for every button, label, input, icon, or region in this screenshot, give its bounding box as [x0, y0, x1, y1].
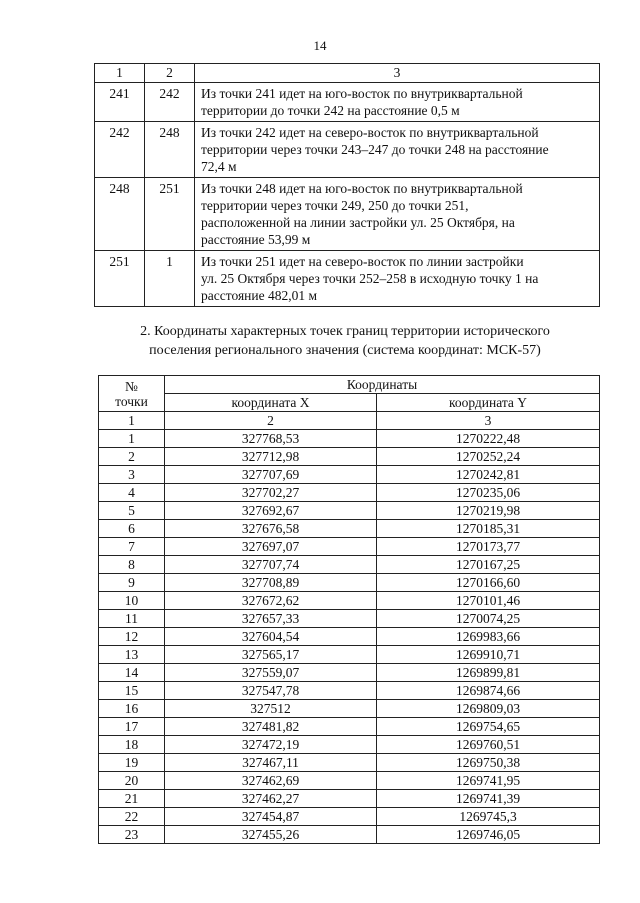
x-coordinate-cell: 327462,69	[165, 772, 377, 790]
description-cell	[195, 251, 600, 307]
point-number-cell: 7	[99, 538, 165, 556]
y-coordinate-cell: 1269741,39	[377, 790, 600, 808]
table-row	[95, 83, 600, 122]
from-point-cell: 241	[95, 83, 145, 122]
boundary-description-table	[94, 63, 600, 307]
point-number-cell: 22	[99, 808, 165, 826]
table-row	[99, 610, 600, 628]
table-row	[99, 718, 600, 736]
y-coordinate-cell: 1269809,03	[377, 700, 600, 718]
y-coordinate-cell: 1269741,95	[377, 772, 600, 790]
point-number-cell: 8	[99, 556, 165, 574]
x-coordinate-cell: 327454,87	[165, 808, 377, 826]
table-row	[99, 520, 600, 538]
x-coordinate-header: координата X	[165, 394, 377, 412]
table-row	[99, 592, 600, 610]
table-row	[99, 574, 600, 592]
to-point-cell: 248	[145, 122, 195, 178]
point-number-cell: 20	[99, 772, 165, 790]
x-coordinate-cell: 327707,74	[165, 556, 377, 574]
description-line: расположенной на линии застройки ул. 25 Октября, на	[201, 215, 515, 230]
point-number-cell: 16	[99, 700, 165, 718]
y-coordinate-cell: 1270185,31	[377, 520, 600, 538]
y-coordinate-cell: 1270252,24	[377, 448, 600, 466]
x-coordinate-cell: 327708,89	[165, 574, 377, 592]
table-row	[99, 664, 600, 682]
point-number-header	[99, 376, 165, 412]
description-line: 72,4 м	[201, 159, 237, 174]
x-coordinate-cell: 327462,27	[165, 790, 377, 808]
x-coordinate-cell: 327657,33	[165, 610, 377, 628]
table-row	[99, 772, 600, 790]
description-line: Из точки 251 идет на северо-восток по линии застройки	[201, 254, 524, 269]
y-coordinate-cell: 1270235,06	[377, 484, 600, 502]
y-coordinate-cell: 1270173,77	[377, 538, 600, 556]
header-cell: 1	[95, 64, 145, 83]
table-header-row	[99, 376, 600, 394]
coordinates-header: Координаты	[165, 376, 600, 394]
index-cell: 3	[377, 412, 600, 430]
table-row	[99, 754, 600, 772]
from-point-cell: 248	[95, 178, 145, 251]
from-point-cell: 242	[95, 122, 145, 178]
point-number-cell: 9	[99, 574, 165, 592]
point-number-cell: 11	[99, 610, 165, 628]
x-coordinate-cell: 327768,53	[165, 430, 377, 448]
x-coordinate-cell: 327692,67	[165, 502, 377, 520]
point-number-cell: 18	[99, 736, 165, 754]
table-row	[99, 790, 600, 808]
description-cell	[195, 122, 600, 178]
x-coordinate-cell: 327512	[165, 700, 377, 718]
description-line: территории через точки 249, 250 до точки 251,	[201, 198, 469, 213]
point-number-cell: 19	[99, 754, 165, 772]
y-coordinate-cell: 1269754,65	[377, 718, 600, 736]
point-number-cell: 6	[99, 520, 165, 538]
coordinates-table	[98, 375, 600, 844]
point-number-cell: 12	[99, 628, 165, 646]
section-heading	[90, 322, 600, 360]
table-header-row	[95, 64, 600, 83]
description-line: Из точки 248 идет на юго-восток по внутриквартальной	[201, 181, 523, 196]
table-row	[99, 808, 600, 826]
to-point-cell: 1	[145, 251, 195, 307]
point-number-cell: 1	[99, 430, 165, 448]
x-coordinate-cell: 327604,54	[165, 628, 377, 646]
table-row	[95, 251, 600, 307]
x-coordinate-cell: 327472,19	[165, 736, 377, 754]
from-point-cell: 251	[95, 251, 145, 307]
y-coordinate-cell: 1269983,66	[377, 628, 600, 646]
y-coordinate-cell: 1270074,25	[377, 610, 600, 628]
table-row	[99, 682, 600, 700]
y-coordinate-cell: 1270219,98	[377, 502, 600, 520]
x-coordinate-cell: 327559,07	[165, 664, 377, 682]
x-coordinate-cell: 327547,78	[165, 682, 377, 700]
y-coordinate-cell: 1269874,66	[377, 682, 600, 700]
point-number-cell: 10	[99, 592, 165, 610]
y-coordinate-cell: 1270166,60	[377, 574, 600, 592]
section-heading-line: поселения регионального значения (система координат: МСК-57)	[149, 343, 541, 358]
y-coordinate-cell: 1269910,71	[377, 646, 600, 664]
page-number: 14	[313, 38, 327, 53]
x-coordinate-cell: 327455,26	[165, 826, 377, 844]
description-line: территории до точки 242 на расстояние 0,5 м	[201, 103, 460, 118]
table-row	[99, 430, 600, 448]
x-coordinate-cell: 327676,58	[165, 520, 377, 538]
description-line: ул. 25 Октября через точки 252–258 в исходную точку 1 на	[201, 271, 539, 286]
header-text: точки	[115, 393, 148, 409]
x-coordinate-cell: 327702,27	[165, 484, 377, 502]
y-coordinate-header: координата Y	[377, 394, 600, 412]
description-line: территории через точки 243–247 до точки 248 на расстояние	[201, 142, 549, 157]
table-row	[95, 178, 600, 251]
table-row	[99, 700, 600, 718]
section-heading-line: 2. Координаты характерных точек границ территории исторического	[140, 324, 550, 339]
point-number-cell: 23	[99, 826, 165, 844]
description-line: расстояние 53,99 м	[201, 232, 311, 247]
description-cell	[195, 83, 600, 122]
x-coordinate-cell: 327697,07	[165, 538, 377, 556]
point-number-cell: 15	[99, 682, 165, 700]
point-number-cell: 2	[99, 448, 165, 466]
description-line: Из точки 242 идет на северо-восток по внутриквартальной	[201, 125, 539, 140]
x-coordinate-cell: 327565,17	[165, 646, 377, 664]
y-coordinate-cell: 1269746,05	[377, 826, 600, 844]
table-header-row	[99, 394, 600, 412]
point-number-cell: 14	[99, 664, 165, 682]
x-coordinate-cell: 327712,98	[165, 448, 377, 466]
table-row	[99, 826, 600, 844]
x-coordinate-cell: 327467,11	[165, 754, 377, 772]
point-number-cell: 5	[99, 502, 165, 520]
table-row	[99, 628, 600, 646]
y-coordinate-cell: 1270242,81	[377, 466, 600, 484]
description-line: расстояние 482,01 м	[201, 288, 318, 303]
table-row	[99, 736, 600, 754]
description-cell	[195, 178, 600, 251]
table-row	[99, 466, 600, 484]
to-point-cell: 242	[145, 83, 195, 122]
point-number-cell: 4	[99, 484, 165, 502]
table-row	[99, 646, 600, 664]
point-number-cell: 17	[99, 718, 165, 736]
header-cell: 2	[145, 64, 195, 83]
x-coordinate-cell: 327707,69	[165, 466, 377, 484]
table-row	[99, 538, 600, 556]
x-coordinate-cell: 327481,82	[165, 718, 377, 736]
y-coordinate-cell: 1269750,38	[377, 754, 600, 772]
table-row	[99, 448, 600, 466]
table-row	[99, 556, 600, 574]
x-coordinate-cell: 327672,62	[165, 592, 377, 610]
point-number-cell: 21	[99, 790, 165, 808]
point-number-cell: 13	[99, 646, 165, 664]
table-row	[99, 484, 600, 502]
column-index-row	[99, 412, 600, 430]
y-coordinate-cell: 1269745,3	[377, 808, 600, 826]
description-line: Из точки 241 идет на юго-восток по внутриквартальной	[201, 86, 523, 101]
point-number-cell: 3	[99, 466, 165, 484]
index-cell: 1	[99, 412, 165, 430]
header-text: №	[125, 378, 138, 394]
y-coordinate-cell: 1270222,48	[377, 430, 600, 448]
y-coordinate-cell: 1269760,51	[377, 736, 600, 754]
table-row	[95, 122, 600, 178]
table-row	[99, 502, 600, 520]
y-coordinate-cell: 1269899,81	[377, 664, 600, 682]
header-cell: 3	[195, 64, 600, 83]
y-coordinate-cell: 1270101,46	[377, 592, 600, 610]
y-coordinate-cell: 1270167,25	[377, 556, 600, 574]
to-point-cell: 251	[145, 178, 195, 251]
index-cell: 2	[165, 412, 377, 430]
